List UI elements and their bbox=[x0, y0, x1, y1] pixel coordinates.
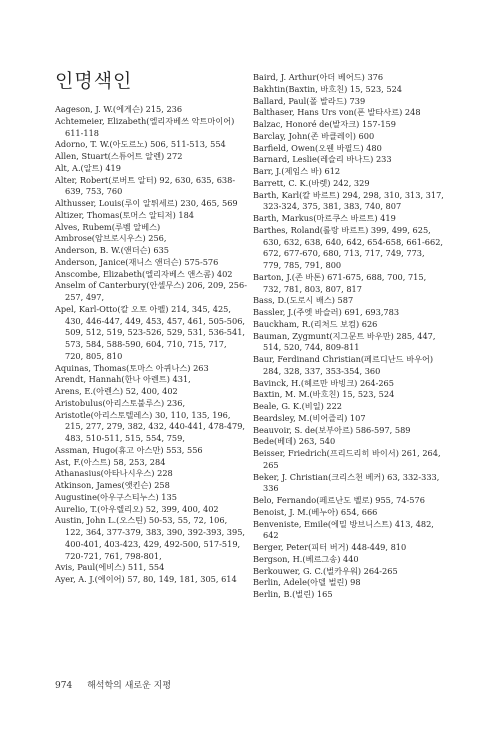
index-entry: Atkinson, James(앳킨슨) 258 bbox=[55, 480, 170, 490]
index-entry: Achtemeier, Elizabeth(엘리자베쓰 악트마이어) 611-118 bbox=[55, 115, 235, 138]
index-entry: Berlin, B.(벌린) 165 bbox=[253, 589, 333, 599]
index-entry: Austin, John L.(오스틴) 50-53, 55, 72, 106, 122, 364, 377-379, 383, 390, 392-393, 395, 400-401, 403-423, 429, 492-500, 517-519, 720-721, 761, 798-801, bbox=[55, 515, 246, 561]
index-entry: Apel, Karl-Otto(칼 오토 아펠) 214, 345, 425, 430, 446-447, 449, 453, 457, 461, 505-506, 509, 512, 519, 523-526, 529, 531, 536-541, 573, 584, 588-590, 604, 710, 715, 717, 720, 805, 810 bbox=[55, 303, 246, 361]
index-entry: Ast, F.(아스트) 58, 253, 284 bbox=[55, 456, 166, 467]
index-entry: Alves, Rubem(루벰 알베스) bbox=[55, 221, 161, 232]
index-entry: Aageson, J. W.(에게슨) 215, 236 bbox=[55, 104, 183, 114]
index-column-right bbox=[253, 72, 445, 601]
index-entry: Alt, A.(알트) 419 bbox=[55, 162, 121, 173]
page-title: 인명색인 bbox=[55, 70, 133, 92]
index-entry: Anderson, B. W.(앤더슨) 635 bbox=[55, 245, 169, 255]
index-entry: Bergson, H.(베르그송) 440 bbox=[253, 553, 359, 564]
index-entry: Allen, Stuart(스튜어트 알렌) 272 bbox=[55, 151, 183, 161]
index-entry: Barrett, C. K.(바렛) 242, 329 bbox=[253, 177, 370, 188]
index-entry: Anselm of Canterbury(안셀무스) 206, 209, 256-257, 497, bbox=[55, 280, 247, 302]
index-entry: Arendt, Hannah(한나 아렌트) 431, bbox=[55, 374, 191, 385]
index-entry: Benoist, J. M.(베누아) 654, 666 bbox=[253, 506, 378, 517]
index-entry: Aristotle(아리스토텔레스) 30, 110, 135, 196, 215, 277, 279, 382, 432, 440-441, 478-479, 483, 510-511, 515, 554, 759, bbox=[55, 409, 246, 443]
index-entry: Bavinck, H.(헤르만 바빙크) 264-265 bbox=[253, 377, 394, 388]
index-entry: Bakhtin(Baxtin, 바흐친) 15, 523, 524 bbox=[253, 83, 403, 94]
index-entry: Assman, Hugo(휴고 아스만) 553, 556 bbox=[55, 444, 203, 455]
index-entry: Beker, J. Christian(크리스천 베커) 63, 332-333, 336 bbox=[253, 471, 440, 494]
index-entry: Bauckham, R.(리처드 보컴) 626 bbox=[253, 318, 378, 329]
index-entry: Althusser, Louis(루이 알튀세르) 230, 465, 569 bbox=[55, 198, 238, 208]
index-entry: Ballard, Paul(폴 발라드) 739 bbox=[253, 95, 366, 106]
index-entry: Alter, Robert(로버트 알터) 92, 630, 635, 638-639, 753, 760 bbox=[55, 174, 236, 197]
index-entry: Ayer, A. J.(에이어) 57, 80, 149, 181, 305, 614 bbox=[55, 574, 237, 584]
index-entry: Berkouwer, G. C.(벌카우워) 264-265 bbox=[253, 565, 398, 576]
page-footer bbox=[55, 678, 171, 691]
index-entry: Barth, Markus(마르쿠스 바르트) 419 bbox=[253, 213, 396, 223]
index-entry: Bauman, Zygmunt(지그문트 바우만) 285, 447, 514, 520, 744, 809-811 bbox=[253, 330, 436, 353]
index-entry: Belo, Fernando(페르난도 벨로) 955, 74-576 bbox=[253, 495, 425, 505]
index-entry: Baxtin, M. M.(바흐친) 15, 523, 524 bbox=[253, 389, 395, 400]
index-entry: Arens, E.(아렌스) 52, 400, 402 bbox=[55, 386, 178, 396]
index-entry: Barton, J.(존 바톤) 671-675, 688, 700, 715, 732, 781, 803, 807, 817 bbox=[253, 271, 427, 294]
index-entry: Barthes, Roland(롤랑 바르트) 399, 499, 625, 630, 632, 638, 640, 642, 654-658, 661-662, 672, 677-670, 680, 713, 717, 749, 773, 779, 785, 791, 800 bbox=[253, 224, 444, 270]
index-entry: Augustine(아우구스티누스) 135 bbox=[55, 491, 177, 502]
index-entry: Benveniste, Emile(에밀 방브니스트) 413, 482, 642 bbox=[253, 518, 434, 541]
index-entry: Beisser, Friedrich(프리드리히 바이서) 261, 264, 265 bbox=[253, 448, 441, 470]
index-entry: Adorno, T. W.(아도르노) 506, 511-513, 554 bbox=[55, 139, 226, 150]
index-entry: Aristobulus(아리스토불루스) 236, bbox=[55, 397, 186, 408]
index-entry: Barclay, John(존 바클레이) 600 bbox=[253, 130, 375, 141]
running-title: 해석학의 새로운 지평 bbox=[87, 681, 172, 691]
index-entry: Beale, G. K.(비일) 222 bbox=[253, 401, 343, 411]
index-entry: Athanasius(아타나시우스) 228 bbox=[55, 468, 173, 479]
index-entry: Baur, Ferdinand Christian(페르디난드 바우어) 284, 328, 337, 353-354, 360 bbox=[253, 354, 434, 376]
index-entry: Balthaser, Hans Urs von(폰 발타사르) 248 bbox=[253, 107, 421, 118]
index-entry: Beardsley, M.(비어즐리) 107 bbox=[253, 412, 366, 423]
index-entry: Berger, Peter(피터 버거) 448-449, 810 bbox=[253, 542, 407, 552]
index-column-left bbox=[55, 104, 247, 586]
index-entry: Bede(베데) 263, 540 bbox=[253, 436, 336, 447]
index-entry: Bassler, J.(주엣 바슬러) 691, 693,783 bbox=[253, 307, 400, 317]
index-entry: Barr, J.(제임스 바) 612 bbox=[253, 166, 341, 176]
index-entry: Beauvoir, S. de(보부아르) 586-597, 589 bbox=[253, 424, 411, 435]
index-entry: Barnard, Leslie(레슬리 바나드) 233 bbox=[253, 154, 392, 165]
index-entry: Ambrose(암브로시우스) 256, bbox=[55, 233, 167, 244]
index-entry: Bass, D.(도로시 배스) 587 bbox=[253, 295, 354, 306]
index-entry: Altizer, Thomas(토머스 알티저) 184 bbox=[55, 209, 195, 220]
page-number: 974 bbox=[55, 681, 73, 691]
index-entry: Baird, J. Arthur(아더 베어드) 376 bbox=[253, 72, 384, 82]
index-entry: Aquinas, Thomas(토마스 아퀴나스) 263 bbox=[55, 362, 209, 373]
index-entry: Balzac, Honoré de(발자크) 157-159 bbox=[253, 119, 396, 129]
index-entry: Anscombe, Elizabeth(엘리자베스 앤스콤) 402 bbox=[55, 268, 233, 279]
index-entry: Barth, Karl(칼 바르트) 294, 298, 310, 313, 317, 323-324, 375, 381, 383, 740, 807 bbox=[253, 189, 444, 212]
index-entry: Anderson, Janice(재니스 앤더슨) 575-576 bbox=[55, 256, 219, 267]
index-entry: Berlin, Adele(아델 벌린) 98 bbox=[253, 577, 361, 588]
index-entry: Aurelio, T.(아우렐리오) 52, 399, 400, 402 bbox=[55, 503, 219, 514]
index-entry: Barfield, Owen(오웬 바필드) 480 bbox=[253, 142, 382, 153]
index-entry: Avis, Paul(에비스) 511, 554 bbox=[55, 562, 165, 573]
